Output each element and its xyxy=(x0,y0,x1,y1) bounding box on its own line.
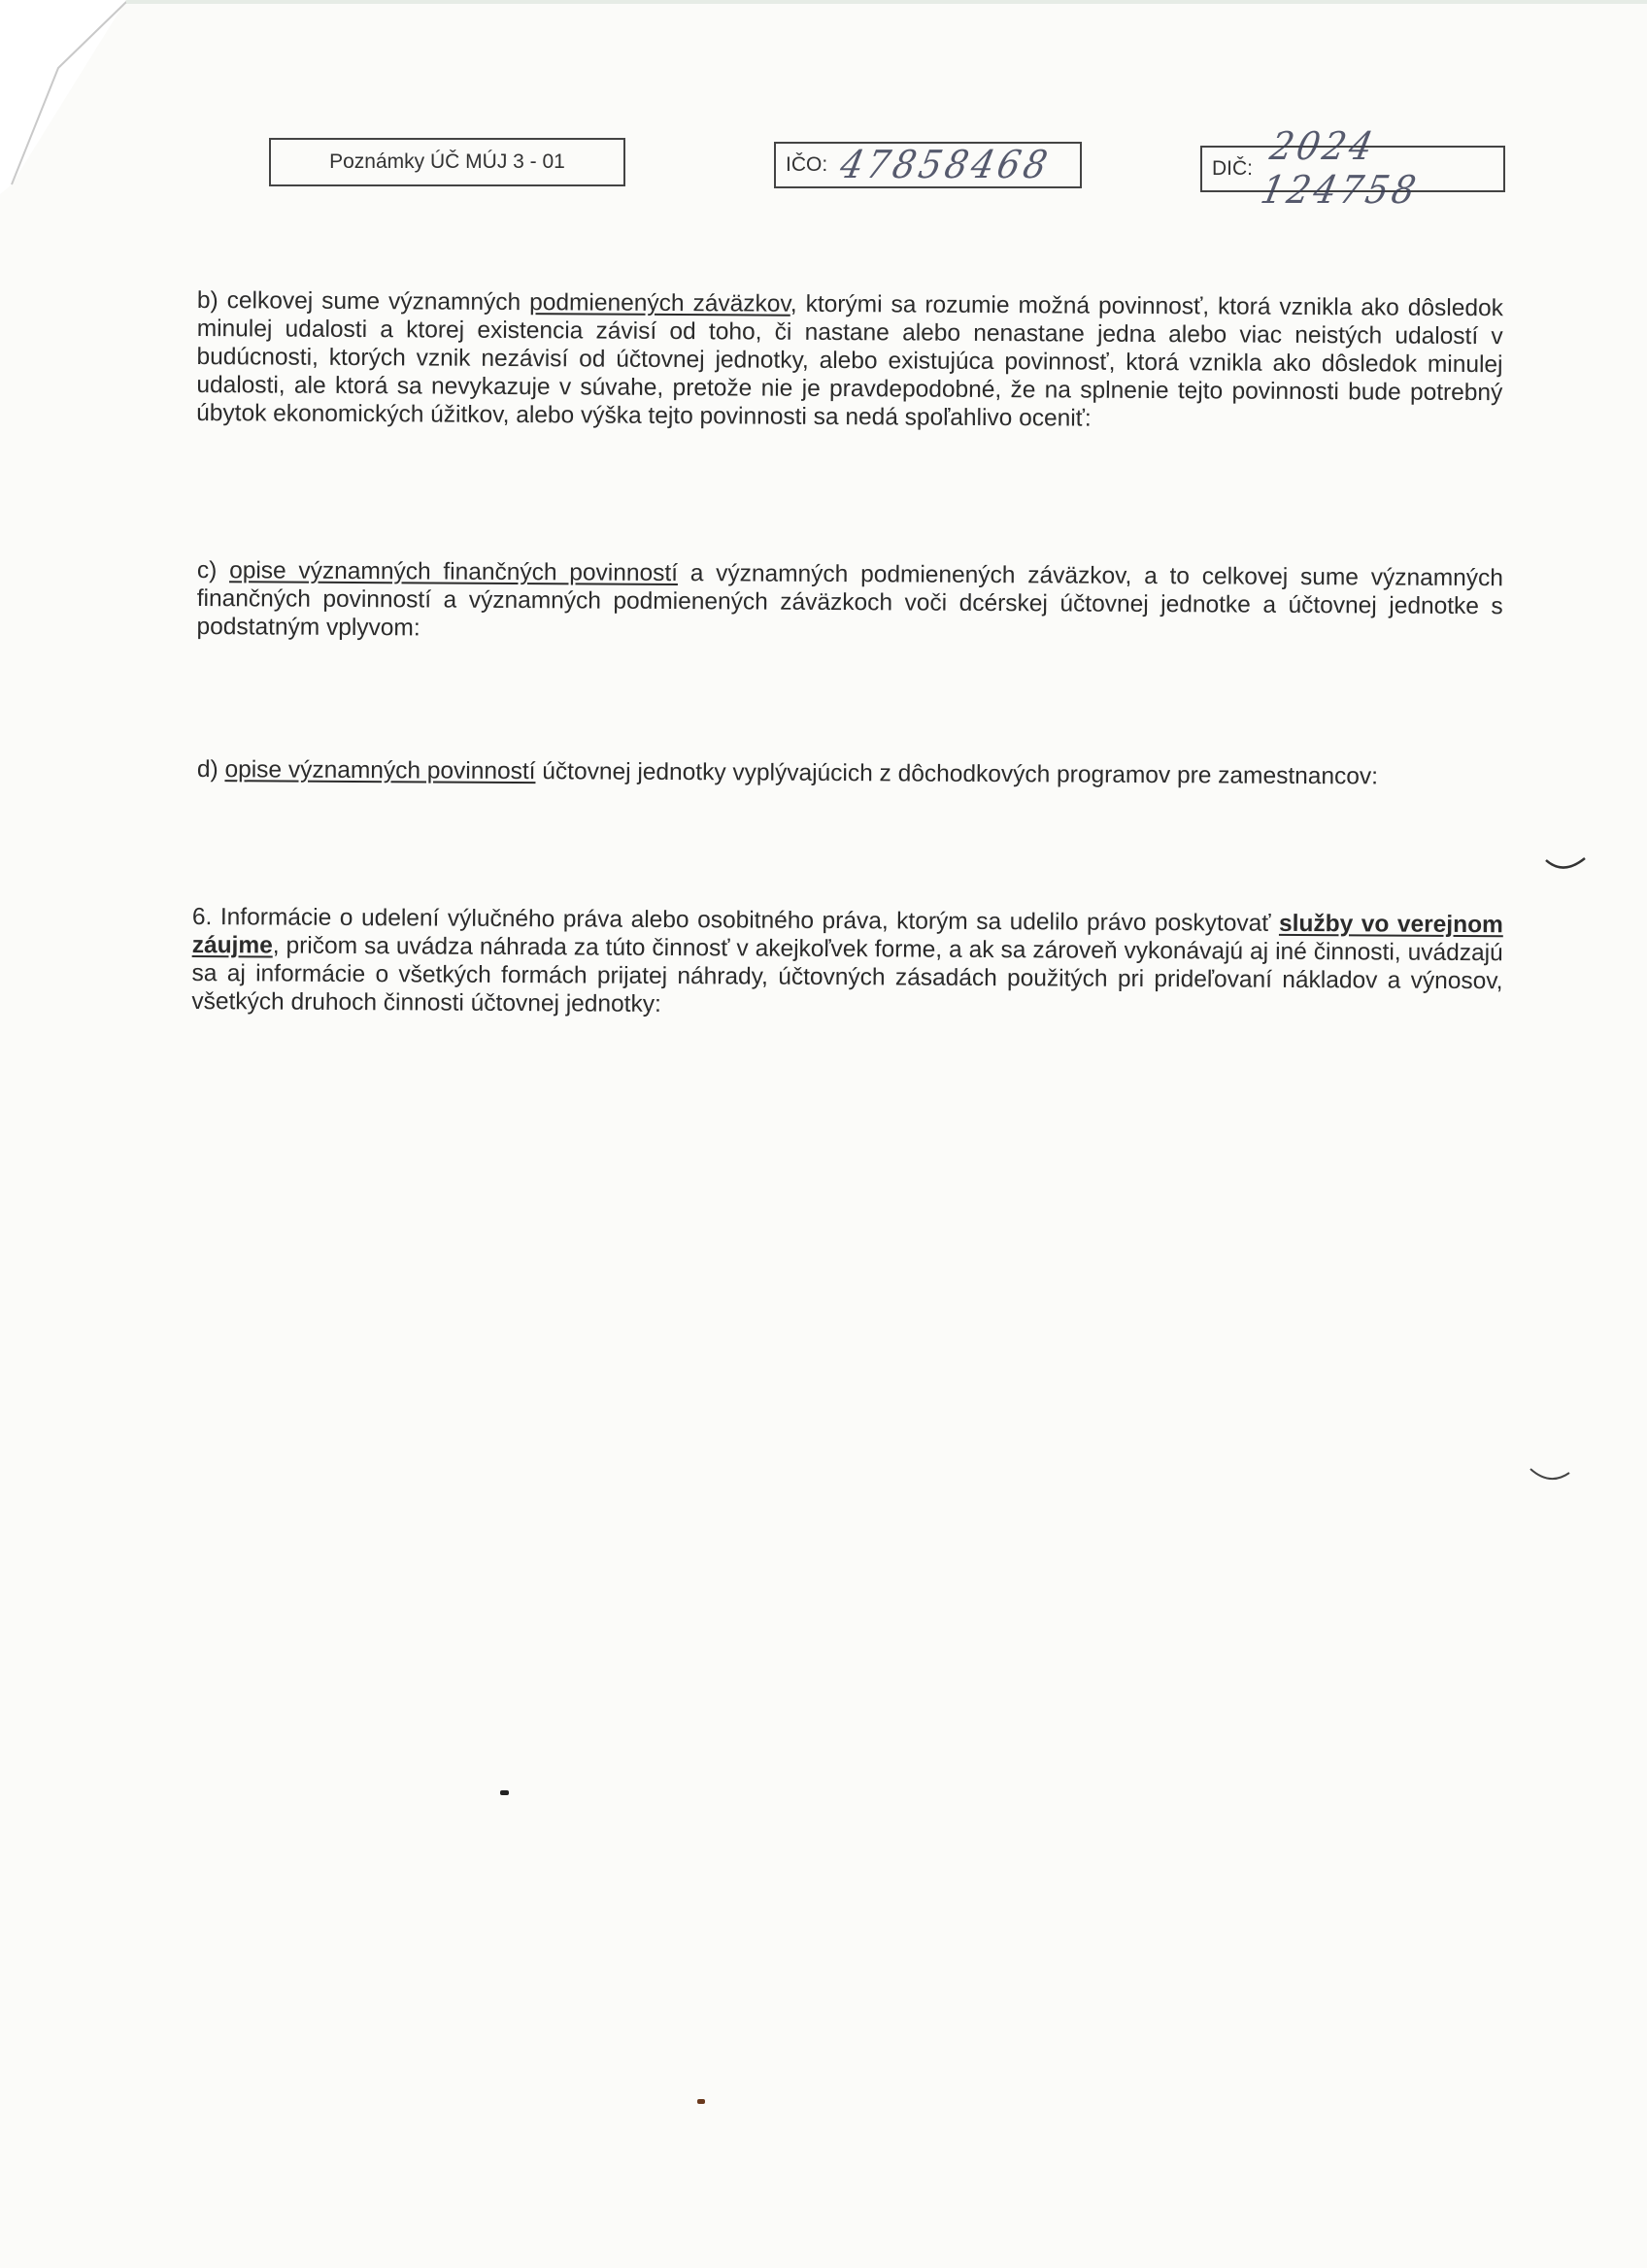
dic-box xyxy=(1200,124,1505,214)
paragraph-b-text: , ktorými sa rozumie možná povinnosť, ktorá vznikla ako dôsledok minulej udalosti a ktorej existencia závisí od toho, či nastane alebo nenastane jedna alebo viac neistých udalostí v budúcnosti, ktorých vznik nezávisí od účtovnej jednotky, alebo existujúca povinnosť, ktorá vznikla ako dôsledok minulej udalosti, ale ktorá sa nevykazuje v súvahe, pretože nie je pravdepodobné, že na splnenie tejto povinnosti bude potrebný úbytok ekonomických úžitkov, alebo výška tejto povinnosti sa nedá spoľahlivo oceniť: xyxy=(196,290,1503,432)
paragraph-c-prefix: c) xyxy=(196,557,230,584)
paragraph-c-term: opise významných finančných povinností xyxy=(229,557,679,587)
paragraph-d-prefix: d) xyxy=(196,756,225,784)
notes-form-label: Poznámky ÚČ MÚJ 3 - 01 xyxy=(329,150,565,173)
dic-label: DIČ: xyxy=(1212,157,1253,180)
paragraph-d-term: opise významných povinností xyxy=(224,756,536,785)
punch-hole-mark-upper xyxy=(1542,850,1589,880)
paragraph-c xyxy=(196,556,1503,649)
paragraph-d-text: účtovnej jednotky vyplývajúcich z dôchodkových programov pre zamestnancov: xyxy=(535,758,1379,790)
ico-handwritten-value: 47858468 xyxy=(836,143,1056,187)
folded-corner xyxy=(0,0,126,194)
dic-handwritten-value: 2024 124758 xyxy=(1257,124,1424,214)
paragraph-6 xyxy=(191,903,1503,1023)
paragraph-6-prefix: 6. Informácie o udelení výlučného práva alebo osobitného práva, ktorým sa udelilo právo poskytovať xyxy=(191,904,1280,937)
scan-speck xyxy=(697,2099,705,2104)
punch-hole-mark-lower xyxy=(1527,1461,1575,1492)
paragraph-b-term: podmienených záväzkov xyxy=(529,289,790,317)
ico-box xyxy=(774,142,1082,188)
paragraph-6-term: služby vo verejnom záujme xyxy=(191,910,1503,959)
paragraph-b xyxy=(196,286,1503,435)
paragraph-d xyxy=(197,755,1503,791)
paragraph-c-text: a významných podmienených záväzkov, a to celkovej sume významných finančných povinností a významných podmienených záväzkoch voči dcérskej účtovnej jednotke a účtovnej jednotke s podstatným vplyvom: xyxy=(196,560,1503,642)
paragraph-6-text: , pričom sa uvádza náhrada za túto činnosť v akejkoľvek forme, a ak sa zároveň vykonávajú aj iné činnosti, uvádzajú sa aj informácie o všetkých formách prijatej náhrady, účtovných zásadách použitých pri prideľovaní nákladov a výnosov, všetkých druhoch činnosti účtovnej jednotky: xyxy=(191,932,1503,1017)
page-top-edge xyxy=(0,0,1647,4)
ico-label: IČO: xyxy=(786,153,828,176)
notes-form-box xyxy=(269,138,625,186)
scan-speck xyxy=(500,1790,509,1795)
paragraph-b-prefix: b) celkovej sume významných xyxy=(196,286,530,317)
